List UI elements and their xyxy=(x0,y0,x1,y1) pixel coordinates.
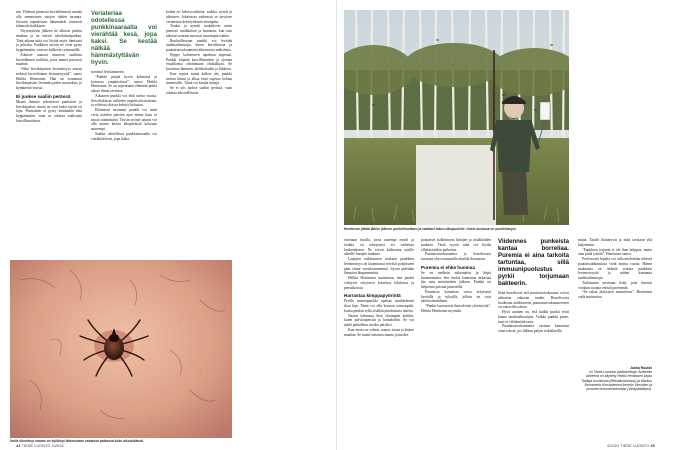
researcher-forest-photo xyxy=(344,10,569,225)
body-paragraph: Kun sopiva isäntä kulkee ohi, punkki tarttuu kiinni ja alkaa etsiä sopivaa kohtaa imemiselle. Tämä voi kestää tunteja. xyxy=(166,71,232,86)
left-column-1 xyxy=(16,10,82,256)
tick-illustration xyxy=(10,260,232,438)
body-paragraph: Hyvä uutinen on, että kaikki punkit eivät kanna taudinaiheuttajia. Vaikka punkki puree, tauti ei välttämättä tartu. xyxy=(498,310,569,324)
pull-quote: Viidennes punkeista kantaa borreliaa. Puremia ei aina tarkoita tartuntaa, sillä immuunipuolustus pyrkii torjumaan bakteerin. xyxy=(498,238,569,287)
body-paragraph: “Punkki pärjää hyvin kylmässä ja kuivassa ympäristössä”, sanoo Heikki Henttonen. Se on sopeutunut elämään pitkiä aikoja ilman ravintoa. xyxy=(91,74,157,93)
body-paragraph: Tutkimusta tarvitaan lisää, jotta ihmisiä voidaan suojata entistä paremmin. xyxy=(578,280,652,290)
author-bio xyxy=(578,366,652,391)
body-paragraph: “Punkit harrastavat ilmiselvästi yhteistyötä”, Heikki Henttonen myöntää. xyxy=(421,304,491,313)
magazine-name: TIEDE LUONTO xyxy=(21,444,51,448)
body-paragraph: Hyppy kohteeseen tapahtuu nopeasti. Punkki kiipeää kasvillisuuteen ja ojentaa etujalkansa odottamaan ohikulkijaa. Se havaitsee lämmön, hiilidioksidin ja liikkeen. xyxy=(166,52,232,71)
section-heading: Harrastaa kimppapyörintä xyxy=(344,293,401,299)
body-paragraph: nin. Yhdessä pienessä hirvieläimessä saattaa olla semmoinen satojen täiden tartunta. Joissain tapauksissa lukumäärät nousevat tuhansiin kaikkiaan. xyxy=(16,10,82,29)
body-paragraph: Saaliin odotellessa punkkinaaraalla voi vierähtää kesä, jopa kaksi. xyxy=(91,131,157,141)
body-paragraph: sieninsä levittämiseen. xyxy=(91,70,125,74)
issue-number: 4/2024 xyxy=(607,444,620,448)
body-paragraph: Naaras hakeutuu ihon ohuimpiin kohtiin, kuten polvitaipeisiin ja kainaloihin. Se voi jäädä paikalleen useiksi päiviksi. xyxy=(344,313,414,327)
body-paragraph: “Se takaa aktiivisen muutoksen”, Henttonen vielä muistuttaa. xyxy=(578,290,652,299)
section-heading: Ei juokse saaliin perässä xyxy=(16,93,71,99)
forest-illustration xyxy=(344,10,569,225)
right-column-1 xyxy=(344,238,414,434)
body-paragraph: Toukat ja nymfit ruokailevat usein pienissä nisäkkäissä ja linnuissa, kun taas aikuiset naaraat suosivat suurempia isäntiä. xyxy=(166,24,232,38)
body-paragraph: “Siksi hirvikärpäsen levinneisyys seuraa tarkasti hirvieläinten levinneisyyttä”, sanoo Heikki Henttonen. Hän on seurannut hirvikärpästen levinneisyyden muutoksia jo kymmeniä vuosia. xyxy=(16,67,82,90)
body-paragraph: mutta. Taudit lisääntyvät ja niitä tavataan yhä laajemmin. xyxy=(578,238,652,247)
issue-number: 4/2024 xyxy=(51,444,64,448)
right-page xyxy=(337,0,674,450)
right-column-3 xyxy=(498,238,569,434)
body-paragraph: Se on melkein näkymätön ja hiipii huomaamatta. Sen vuoksi kannattaa tarkastaa iho aina metsäretken jälkeen. Punkki on helpointa poistaa pinseteillä. xyxy=(421,270,491,289)
body-paragraph: Puutiaisaivokuumetta vastaan kannattaa ottaa rokote, jos liikkuu paljon riskialueilla. xyxy=(498,324,569,333)
page-footer xyxy=(16,444,64,448)
body-paragraph: Perillä maastopunkki opettaa imukärkensä ihon läpi. Tämä voi olla kivuton toimenpide, koska punkin sylki sisältää puuduttavia aineita. xyxy=(344,299,414,313)
body-paragraph: Monet ihmiset sekoittavat puutiaiset ja hirvikärpäset, mutta ne ovat kaksi täysin eri lajia. Puutiainen ei pysty lentämään eikä hyppäämään, vaan se odottaa saalistaan kasvillisuudessa. xyxy=(16,99,82,123)
body-paragraph: esitetaan tavalla, jossa uusempi nymfi ja toukka on tekeytynyt eri vaiheissa kosketukseen. Ne voivat kulkeutua uusille alueille lintujen mukana. xyxy=(344,238,414,257)
body-paragraph: Puutiaisia kannattaa varoa erityisesti keväällä ja syksyllä, jolloin ne ovat aktiivisimmillaan. xyxy=(421,289,491,304)
photo-caption: Henttonen jättää jälkiin jälkeen punkkihuuttaen ja raaittaei takon ulkopuolelle. Usein kuvassa on punkkikarysi. xyxy=(344,227,517,231)
body-paragraph: Aikuinen punkki voi elää useita vuosia. Sen elinkierto vaihtelee ympäristön mukaan, ja viileissä oloissa kehitys hidastuu. xyxy=(91,93,157,108)
body-paragraph: “Punkkien torjunta ei ole ihan helppoa, mutta aina pitää yrittää”, Henttonen sanoo. xyxy=(578,247,652,257)
body-paragraph: kolme eri kehitysvaihetta: toukka, nymfi ja aikuinen. Jokaisessa vaiheessa se tarvitsee veriaterian kehittyäkseen eteenpäin. xyxy=(166,10,232,24)
body-paragraph: Laajojen tutkimusten mukaan punkkien levinneisyys on laajentunut selvästi pohjoiseen päin viime vuosikymmeninä. Syynä pidetään ilmaston lämpenemistä. xyxy=(344,257,414,276)
author-name: Jukka Ruukki xyxy=(630,366,652,370)
page-number: 45 xyxy=(650,444,655,448)
body-paragraph: Eläimessä tarrannut punkki voi imeä verta useiden päivien ajan ennen kuin se irtoaa isännästään. Täysin syönyt naaras voi olla monta kertaa alkuperäistä kokoaan suurempi. xyxy=(91,108,157,131)
photo-caption: Iholle kiinnitnyt naaras on kylläinyt täiseuutaan samassa paikassa koko aikuisikänsä. xyxy=(10,439,144,443)
body-paragraph: Täytymyksen jälkeen ne alkavat pudota maahan ja ne etsivät talvehtimispaikan. Tänä aikana niitä voi löytää myös ihmisistä ja pihoilta. Punkkien tavoin ne eivät pysty hyppäämään, vaan ne kulkevat ryömimällä. xyxy=(16,29,82,52)
body-paragraph: Puutiaisaivokuumetta ja borrelioosia tavataan yhä useammilla alueilla Suomessa. xyxy=(421,252,491,261)
left-column-2 xyxy=(91,10,157,256)
body-paragraph: Ruokaillessaan punkki voi levittää taudinaiheuttajia, kuten borrelioosia ja puutiaisaivokuumetta aiheuttavia mikrobeja. xyxy=(166,38,232,52)
body-paragraph: Se ei siis juokse saaliin perässä, vaan odottaa kärsivällisesti. xyxy=(166,86,232,95)
body-paragraph: Kun ateria on valmis, naaras irtoaa ja laskee maahan. Se munii tuhansia munia ja kuolee. xyxy=(344,327,414,337)
body-paragraph: Aikuiset naaraat munivat saaliinsa hirvieläimen turkkiin, josta munat putoavat maahan. xyxy=(16,52,82,67)
page-footer xyxy=(607,444,655,448)
body-paragraph: Sekä borrelioosi että puutiaisaivokuume voivat aiheuttaa vakavan taudin. Borrelioosia hoidetaan antibiootein, puutiaisaivokuumeeseen on saatavilla rokote. xyxy=(498,291,569,310)
author-description: on Tiede-Luonnon päätoimittaja. Artikkelin lähteenä on käytetty Heikki Henttosen kirjaa Tautiga tuomioista (Metsäkustannus) ja Markus Brummerin Korvasienien keseän Vinvalten ja proseien tuomarihistoriaan (Vihapäädäyes). xyxy=(581,370,652,392)
right-column-2 xyxy=(421,238,491,434)
page-number: 44 xyxy=(16,444,21,448)
body-paragraph: Heikki Henttonen muistuttaa, että punkit viihtyvät erityisesti kosteissa lehdoissa ja pensaikoissa. xyxy=(344,276,414,290)
body-paragraph: puutiaiset kulkeutuvat lintujen ja nisäkkäiden mukana. Tästä syystä niitä voi löytää yllättävistäkin paikoista. xyxy=(421,238,491,252)
magazine-name: TIEDE LUONTO xyxy=(620,444,650,448)
pull-quote: Veriateriaa odotellessa punkkinaaraalta voi vierähtää kesä, jopa kaksi. Se kestää nälkää hämmästyttävän hyvin. xyxy=(91,10,157,66)
right-column-4 xyxy=(578,238,652,358)
body-paragraph: Professorin lopulta voi tulla mielestään tekeviä puutiaistutkimuksia vielä monta vuotta. Hänen mukaansa on tärkeää seurata punkkien levinneisyyttä ja niiden kantamia taudinaiheuttajia. xyxy=(578,257,652,280)
tick-on-skin-photo xyxy=(10,260,232,438)
left-column-3 xyxy=(166,10,232,256)
section-heading: Puremia ei ehkä huomaa xyxy=(421,264,475,270)
